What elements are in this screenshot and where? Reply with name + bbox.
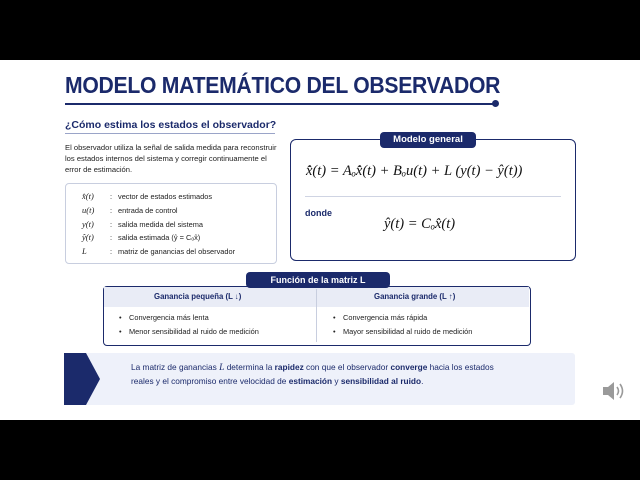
variable-symbol: u(t) [82,205,95,215]
variable-row: L : matriz de ganancias del observador [82,246,236,256]
variable-description: matriz de ganancias del observador [118,247,236,256]
equation-divider [305,196,561,197]
variable-row: ŷ(t) : salida estimada (ŷ = Cₒx̂) [82,232,201,242]
variable-row: x̂(t) : vector de estados estimados [82,191,213,201]
observer-equation: x̂̇(t) = Aₒx̂̇(t) + Bₒu(t) + L (y(t) − ŷ(t)) [306,163,523,179]
variable-symbol: ŷ(t) [82,232,94,242]
variable-symbol: y(t) [82,219,94,229]
variable-description: vector de estados estimados [118,192,213,201]
title-underline [65,103,495,105]
chevron-arrow-icon [66,353,100,405]
small-gain-item: • Menor sensibilidad al ruido de medición [119,327,259,336]
where-label: donde [305,208,332,218]
large-gain-item: • Convergencia más rápida [333,313,428,322]
intro-paragraph: El observador utiliza la señal de salida medida para reconstruir los estados internos del sistema y corregir continuamente el error de estimación. [65,143,277,174]
section-question: ¿Cómo estima los estados el observador? [65,119,277,131]
large-gain-item: • Mayor sensibilidad al ruido de medición [333,327,473,336]
title-underline-dot [492,100,499,107]
variable-description: entrada de control [118,206,178,215]
output-equation: ŷ(t) = Cₒx̂(t) [384,216,456,232]
variable-symbol: x̂(t) [82,191,94,201]
gain-function-label: Función de la matriz L [246,272,390,288]
variable-row: u(t) : entrada de control [82,205,178,215]
variable-row: y(t) : salida medida del sistema [82,219,204,229]
general-model-box [290,139,576,261]
slide-title: MODELO MATEMÁTICO DEL OBSERVADOR [65,72,501,98]
small-gain-item: • Convergencia más lenta [119,313,209,322]
variable-symbol: L [82,246,87,256]
large-gain-header: Ganancia grande (L ↑) [374,292,456,301]
gain-comparison-divider [316,289,317,342]
general-model-label: Modelo general [380,132,476,148]
variable-description: salida estimada (ŷ = Cₒx̂) [118,233,201,242]
variable-description: salida medida del sistema [118,220,204,229]
small-gain-header: Ganancia pequeña (L ↓) [154,292,242,301]
question-underline [65,133,275,134]
speaker-icon[interactable] [600,377,628,405]
callout-text: La matriz de ganancias L determina la rapidez con que el observador converge hacia los estados reales y el compromiso entre velocidad de estimación y sensibilidad al ruido. [131,362,494,386]
